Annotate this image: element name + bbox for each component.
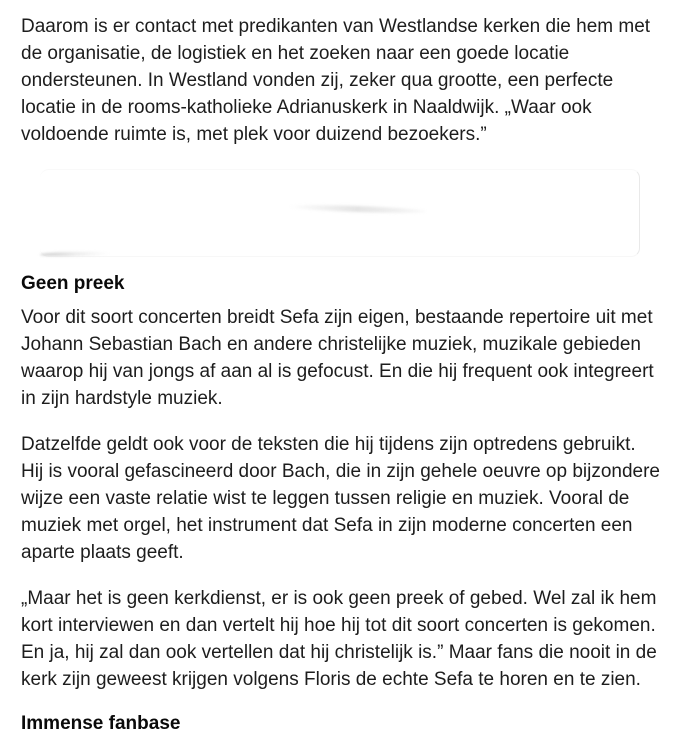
section-heading-immense-fanbase: Immense fanbase <box>21 713 181 734</box>
paragraph-repertoire: Voor dit soort concerten breidt Sefa zijn eigen, bestaande repertoire uit met Johann Sebastian Bach en andere christelijke muziek, muzikale gebieden waarop hij van jongs af aan al is gefocust. En die hij frequent ook integreert in zijn hardstyle muziek. <box>21 307 654 409</box>
paragraph-kerkdienst: „Maar het is geen kerkdienst, er is ook geen preek of gebed. Wel zal ik hem kort interviewen en dan vertelt hij hoe hij tot dit soort concerten is gekomen. En ja, hij zal dan ook vertellen dat hij christelijk is.” Maar fans die nooit in de kerk zijn geweest krijgen volgens Floris de echte Sefa te horen en te zien. <box>21 588 657 690</box>
image-artifact-smudge-left <box>40 251 110 256</box>
section-heading-geen-preek: Geen preek <box>21 273 125 294</box>
intro-paragraph: Daarom is er contact met predikanten van Westlandse kerken die hem met de organisatie, de logistiek en het zoeken naar een goede locatie ondersteunen. In Westland vonden zij, zeker qua grootte, een perfecte locatie in de rooms-katholieke Adrianuskerk in Naaldwijk. „Waar ook voldoende ruimte is, met plek voor duizend bezoekers.” <box>21 16 651 145</box>
image-artifact-smudge-center <box>288 204 426 215</box>
faded-image-placeholder <box>40 169 640 257</box>
paragraph-teksten: Datzelfde geldt ook voor de teksten die hij tijdens zijn optredens gebruikt. Hij is vooral gefascineerd door Bach, die in zijn gehele oeuvre op bijzondere wijze een vaste relatie wist te leggen tussen religie en muziek. Vooral de muziek met orgel, het instrument dat Sefa in zijn moderne concerten een aparte plaats geeft. <box>21 434 660 563</box>
